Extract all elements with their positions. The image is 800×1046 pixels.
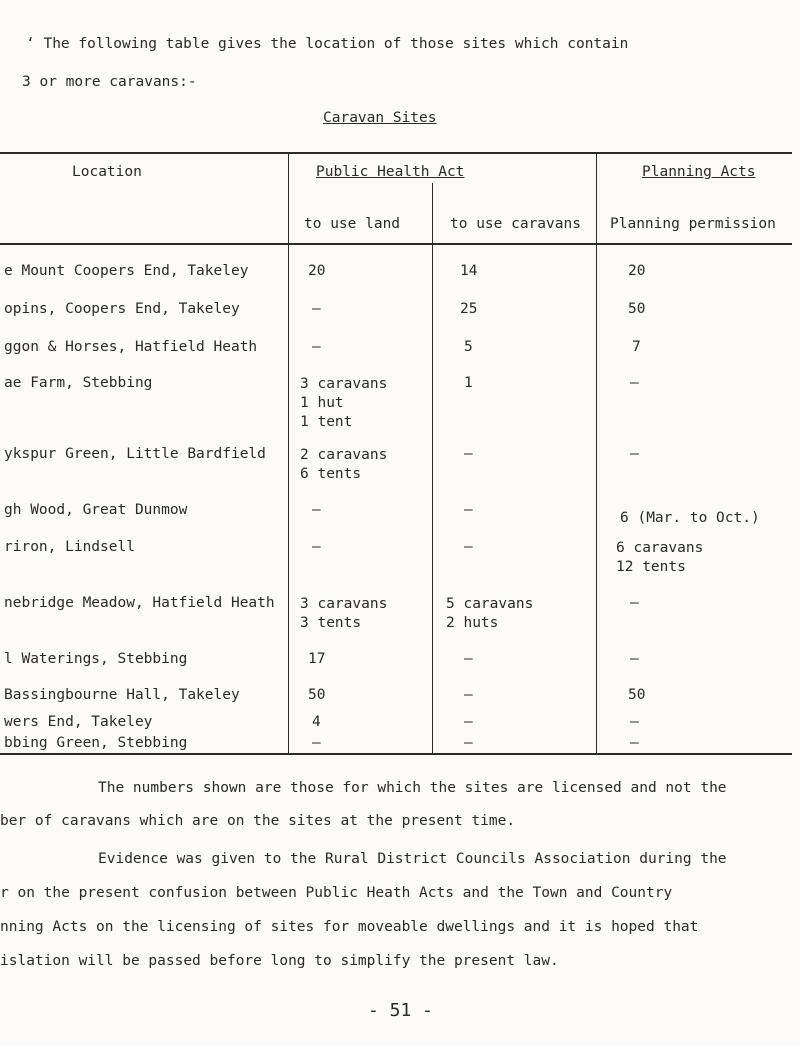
row-to-use-caravans: 1	[464, 375, 473, 391]
row-location: gh Wood, Great Dunmow	[4, 502, 188, 518]
header-public-health-act: Public Health Act	[316, 164, 465, 180]
paragraph-2-line-1: Evidence was given to the Rural District Councils Association during the	[98, 851, 727, 867]
paragraph-1-line-2: ber of caravans which are on the sites at the present time.	[0, 813, 516, 829]
row-to-use-caravans: –	[464, 714, 473, 730]
row-to-use-land: 2 caravans 6 tents	[300, 447, 388, 482]
row-to-use-caravans: –	[464, 687, 473, 703]
header-to-use-caravans: to use caravans	[450, 216, 581, 232]
row-planning-permission: –	[630, 714, 639, 730]
row-to-use-caravans: –	[464, 735, 473, 751]
paragraph-2-line-2: r on the present confusion between Public Heath Acts and the Town and Country	[0, 885, 673, 901]
row-to-use-land: –	[312, 539, 321, 555]
column-divider-3	[596, 154, 597, 753]
row-to-use-land: 20	[308, 263, 326, 279]
row-to-use-land: –	[312, 735, 321, 751]
paragraph-1-line-1: The numbers shown are those for which the sites are licensed and not the	[98, 780, 727, 796]
row-to-use-caravans: –	[464, 502, 473, 518]
row-to-use-caravans: 25	[460, 301, 478, 317]
row-location: wers End, Takeley	[4, 714, 153, 730]
row-planning-permission: –	[630, 595, 639, 611]
row-to-use-land: 17	[308, 651, 326, 667]
header-location: Location	[72, 164, 142, 180]
table-bottom-rule	[0, 753, 792, 755]
row-planning-permission: –	[630, 651, 639, 667]
table-title: Caravan Sites	[323, 110, 437, 126]
header-bottom-rule	[0, 243, 792, 245]
row-planning-permission: –	[630, 375, 639, 391]
intro-line-1: ‘ The following table gives the location of those sites which contain	[26, 36, 629, 52]
header-planning-permission: Planning permission	[610, 216, 776, 232]
header-to-use-land: to use land	[304, 216, 401, 232]
row-planning-permission: –	[630, 446, 639, 462]
row-to-use-land: 3 caravans 3 tents	[300, 596, 388, 631]
row-location: ae Farm, Stebbing	[4, 375, 153, 391]
row-to-use-caravans: –	[464, 651, 473, 667]
row-to-use-land: 3 caravans 1 hut 1 tent	[300, 376, 388, 430]
paragraph-2-line-3: nning Acts on the licensing of sites for moveable dwellings and it is hoped that	[0, 919, 699, 935]
row-to-use-land: –	[312, 339, 321, 355]
column-divider-2	[432, 183, 433, 753]
row-location: ykspur Green, Little Bardfield	[4, 446, 266, 462]
row-to-use-caravans: 5 caravans 2 huts	[446, 596, 534, 631]
header-planning-acts: Planning Acts	[642, 164, 756, 180]
row-to-use-caravans: –	[464, 539, 473, 555]
row-planning-permission: 50	[628, 687, 646, 703]
column-divider-1	[288, 154, 289, 753]
row-to-use-land: 4	[312, 714, 321, 730]
paragraph-2-line-4: islation will be passed before long to simplify the present law.	[0, 953, 559, 969]
row-planning-permission: 7	[632, 339, 641, 355]
row-location: opins, Coopers End, Takeley	[4, 301, 240, 317]
row-to-use-land: 50	[308, 687, 326, 703]
row-to-use-caravans: 5	[464, 339, 473, 355]
page-number: - 51 -	[368, 1000, 434, 1021]
row-planning-permission: 20	[628, 263, 646, 279]
row-planning-permission: 6 (Mar. to Oct.)	[620, 510, 760, 526]
row-location: ggon & Horses, Hatfield Heath	[4, 339, 258, 355]
row-planning-permission: –	[630, 735, 639, 751]
row-planning-permission: 6 caravans 12 tents	[616, 540, 704, 575]
row-location: bbing Green, Stebbing	[4, 735, 188, 751]
row-location: Bassingbourne Hall, Takeley	[4, 687, 240, 703]
table-top-rule	[0, 152, 792, 154]
row-to-use-caravans: 14	[460, 263, 478, 279]
row-to-use-land: –	[312, 301, 321, 317]
row-location: riron, Lindsell	[4, 539, 135, 555]
row-location: e Mount Coopers End, Takeley	[4, 263, 249, 279]
row-location: l Waterings, Stebbing	[4, 651, 188, 667]
intro-line-2: 3 or more caravans:-	[22, 74, 197, 90]
row-to-use-caravans: –	[464, 446, 473, 462]
row-planning-permission: 50	[628, 301, 646, 317]
row-to-use-land: –	[312, 502, 321, 518]
row-location: nebridge Meadow, Hatfield Heath	[4, 595, 275, 611]
